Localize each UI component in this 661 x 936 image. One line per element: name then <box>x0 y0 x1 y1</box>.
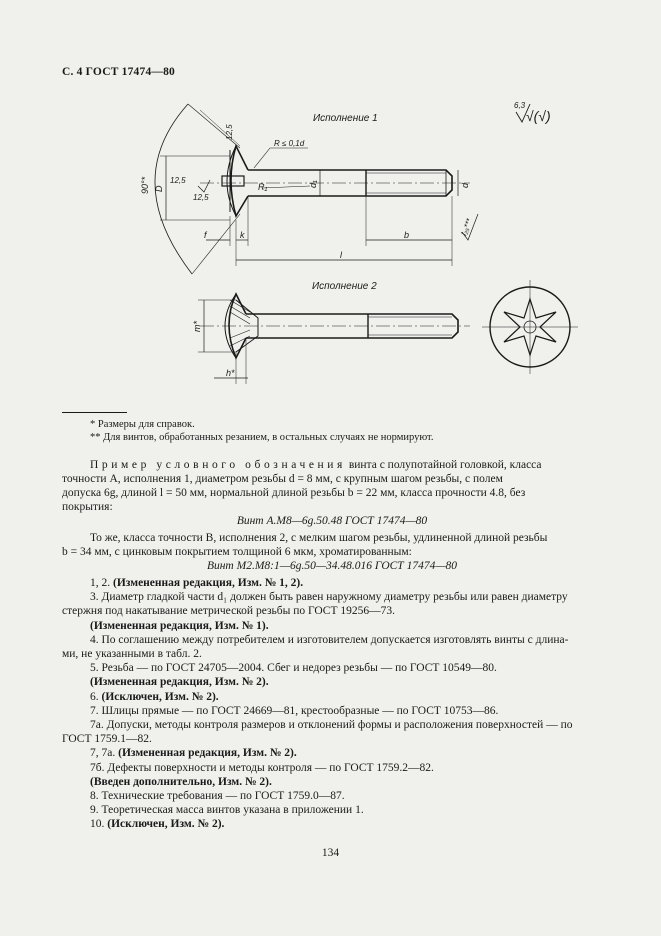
clause-line <box>62 647 202 661</box>
clause-revision-note: (Исключен, Изм. № 2). <box>107 818 225 831</box>
example-line-4: покрытия: <box>62 501 113 513</box>
l-label: l <box>340 250 342 260</box>
clause-line <box>90 718 572 732</box>
k-label: k <box>240 230 245 240</box>
clause-text: 1, 2. <box>90 577 113 589</box>
footnote-rule <box>62 412 127 413</box>
example-rest: винта с полупотайной головкой, класса <box>348 459 542 471</box>
clause-revision-note: (Измененная редакция, Изм. № 1, 2). <box>113 577 304 589</box>
clause-text: ми, не указанными в табл. 2. <box>62 648 202 660</box>
clause-text: 6. <box>90 690 102 703</box>
clause-line <box>90 761 434 775</box>
clause-line <box>90 633 568 647</box>
example-lead: Пример условного обозначения <box>90 459 346 471</box>
D-label: D <box>154 185 164 192</box>
clause-line <box>90 619 269 633</box>
dim-12-5-top: 12,5 <box>225 124 234 140</box>
clause-line <box>90 775 272 789</box>
d1-label: d₁ <box>308 180 318 188</box>
clause-line <box>90 590 568 604</box>
angle-label: 90°* <box>140 176 150 194</box>
clause-revision-note: (Исключен, Изм. № 2). <box>101 690 219 703</box>
example-line-1 <box>90 458 542 472</box>
clause-text: 7, 7а. <box>90 747 119 760</box>
d-label: d <box>460 182 470 188</box>
clause-text: 9. Теоретическая масса винтов указана в приложении 1. <box>90 804 364 817</box>
label-version2: Исполнение 2 <box>312 281 377 292</box>
clause-line <box>90 789 345 803</box>
l25-label: l₂₅*** <box>459 217 474 237</box>
clause-revision-note: (Измененная редакция, Изм. № 2). <box>118 747 297 760</box>
dim-12-5-b: 12,5 <box>193 193 209 202</box>
clause-text: 10. <box>90 818 108 831</box>
example-line-6: b = 34 мм, с цинковым покрытием толщиной 6 мкм, хроматированным: <box>62 546 412 558</box>
clause-line <box>90 661 497 675</box>
label-version1: Исполнение 1 <box>313 113 378 124</box>
clause-text: 8. Технические требования — по ГОСТ 1759.0—87. <box>90 790 345 802</box>
clause-line <box>90 576 303 590</box>
example-line-2: точности А, исполнения 1, диаметром резьбы d = 8 мм, с крупным шагом резьбы, с полем <box>62 473 503 485</box>
clause-text: 5. Резьба — по ГОСТ 24705—2004. Сбег и недорез резьбы — по ГОСТ 10549—80. <box>90 662 497 675</box>
clause-line <box>90 690 219 704</box>
example-line-3: допуска 6g, длиной l = 50 мм, нормальной длиной резьбы b = 22 мм, класса прочности 4.8, без <box>62 487 526 499</box>
radius-label: R ≤ 0,1d <box>274 139 305 148</box>
designation-2: Винт М2.М8:1—6g.50—34.48.016 ГОСТ 17474—80 <box>206 560 458 572</box>
roughness-label: 6,3 <box>514 101 526 110</box>
designation-1: Винт А.М8—6g.50.48 ГОСТ 17474—80 <box>236 515 428 527</box>
technical-drawing <box>0 0 661 400</box>
clause-text: 7б. Дефекты поверхности и методы контроля — по ГОСТ 1759.2—82. <box>90 761 434 774</box>
clause-line <box>90 803 364 817</box>
clause-revision-note: (Измененная редакция, Изм. № 2). <box>90 676 269 689</box>
clause-revision-note: (Измененная редакция, Изм. № 1). <box>90 619 269 632</box>
roughness-symbol: √(√) <box>526 108 551 124</box>
clause-line <box>62 604 395 618</box>
clause-revision-note: (Введен дополнительно, Изм. № 2). <box>90 775 272 788</box>
clause-line <box>90 746 297 760</box>
clause-text: стержня под накатывание метрической резьбы по ГОСТ 19256—73. <box>62 605 395 618</box>
clause-text: ГОСТ 1759.1—82. <box>62 733 152 746</box>
m-label: m* <box>192 321 202 332</box>
r1-label: R₁ <box>258 182 268 192</box>
b-label: b <box>404 230 410 240</box>
footnote-2: ** Для винтов, обработанных резанием, в остальных случаях не нормируют. <box>90 432 434 443</box>
dim-12-5-a: 12,5 <box>170 176 186 185</box>
clause-text: 7. Шлицы прямые — по ГОСТ 24669—81, крестообразные — по ГОСТ 10753—86. <box>90 704 499 717</box>
page-header: С. 4 ГОСТ 17474—80 <box>62 66 175 78</box>
clause-text: 3. Диаметр гладкой части d₁ должен быть равен наружному диаметру резьбы или равен диаметру <box>90 591 568 604</box>
screw-slot <box>222 176 244 186</box>
clause-text: 4. По соглашению между потребителем и изготовителем допускается изготовлять винты с длина- <box>90 633 569 646</box>
footnote-1: * Размеры для справок. <box>90 419 195 430</box>
h-label: h* <box>226 368 235 378</box>
clause-line <box>90 817 224 831</box>
clause-line <box>62 732 152 746</box>
clause-text: 7а. Допуски, методы контроля размеров и отклонений формы и расположения поверхностей — по <box>90 719 573 731</box>
f-label: f <box>204 230 207 240</box>
clause-line <box>90 704 498 718</box>
clause-line <box>90 675 269 689</box>
screw-head <box>231 146 248 216</box>
example-line-5: То же, класса точности В, исполнения 2, с мелким шагом резьбы, удлиненной длиной резьбы <box>90 532 548 544</box>
page-number: 134 <box>321 847 340 859</box>
